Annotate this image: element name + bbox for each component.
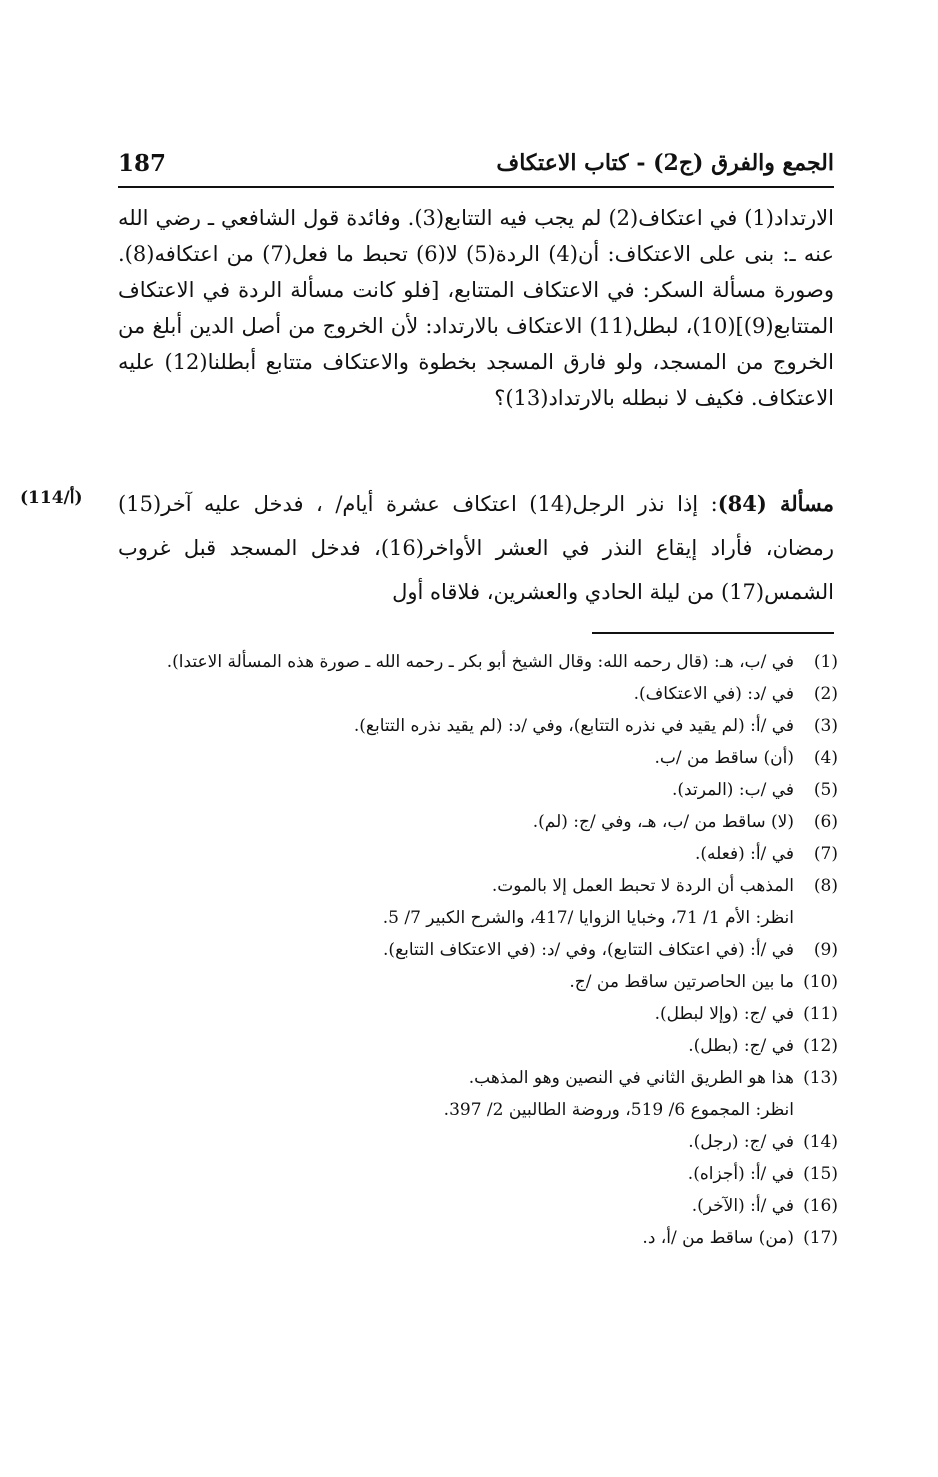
footnote-reference: انظر: الأم 1/ 71، وخبايا الزوايا /417، والشرح الكبير 7/ 5. — [382, 908, 794, 928]
footnote-1 — [118, 646, 838, 678]
page-number: 187 — [118, 150, 167, 177]
footnote-number: (4) — [813, 748, 838, 768]
issue-label: مسألة (84) — [717, 491, 834, 516]
footnote-9 — [118, 934, 838, 966]
footnote-6 — [118, 806, 838, 838]
footnote-text: في /ب، هـ: (قال رحمه الله: وقال الشيخ أبو بكر ـ رحمه الله ـ صورة هذه المسألة الاعتدا). — [166, 652, 794, 672]
issue-text: : إذا نذر الرجل(14) اعتكاف عشرة أيام/ ، فدخل عليه آخر(15) رمضان، فأراد إيقاع النذر في العشر الأواخر(16)، فدخل المسجد قبل غروب الشمس(17) من ليلة الحادي والعشرين، فلاقاه أول — [118, 492, 834, 604]
footnote-text: في /أ: (أجزاه). — [687, 1164, 794, 1184]
footnote-2 — [118, 678, 838, 710]
footnote-text: في /أ: (لم يقيد في نذره التتابع)، وفي /د: (لم يقيد نذره التتابع). — [353, 716, 794, 736]
footnote-text: المذهب أن الردة لا تحبط العمل إلا بالموت. — [491, 876, 794, 896]
footnote-number: (10) — [803, 972, 838, 992]
footnote-4 — [118, 742, 838, 774]
footnote-separator — [592, 632, 834, 634]
footnote-text: في /ج: (وإلا لبطل). — [654, 1004, 794, 1024]
footnote-number: (7) — [813, 844, 838, 864]
footnote-text: في /ب: (المرتد). — [672, 780, 794, 800]
footnote-text: (لا) ساقط من /ب، هـ، وفي /ج: (لم). — [532, 812, 794, 832]
footnote-number: (13) — [803, 1068, 838, 1088]
footnote-text: في /ج: (بطل). — [688, 1036, 794, 1056]
main-text — [118, 200, 834, 416]
footnote-13 — [118, 1062, 838, 1126]
footnote-number: (2) — [813, 684, 838, 704]
footnote-number: (8) — [813, 876, 838, 896]
footnote-3 — [118, 710, 838, 742]
footnote-5 — [118, 774, 838, 806]
footnote-text: في /ج: (رجل). — [688, 1132, 794, 1152]
footnote-11 — [118, 998, 838, 1030]
footnote-text: في /أ: (في اعتكاف التتابع)، وفي /د: (في الاعتكاف التتابع). — [383, 940, 794, 960]
header-rule — [118, 186, 834, 188]
footnote-12 — [118, 1030, 838, 1062]
footnote-text: (أن) ساقط من /ب. — [654, 748, 794, 768]
issue-84 — [20, 482, 834, 614]
footnote-number: (5) — [813, 780, 838, 800]
footnote-text: (من) ساقط من /أ، د. — [642, 1228, 794, 1248]
footnote-7 — [118, 838, 838, 870]
footnote-17 — [118, 1222, 838, 1254]
footnote-number: (14) — [803, 1132, 838, 1152]
footnote-number: (3) — [813, 716, 838, 736]
footnote-number: (11) — [803, 1004, 838, 1024]
margin-folio-ref: (114/أ) — [20, 488, 83, 508]
footnote-text: في /أ: (الآخر). — [691, 1196, 794, 1216]
footnote-16 — [118, 1190, 838, 1222]
footnote-10 — [118, 966, 838, 998]
footnote-number: (9) — [813, 940, 838, 960]
footnote-text: في /د: (في الاعتكاف). — [633, 684, 794, 704]
footnote-reference: انظر: المجموع 6/ 519، وروضة الطالبين 2/ 397. — [443, 1100, 794, 1120]
footnote-text: ما بين الحاصرتين ساقط من /ج. — [569, 972, 794, 992]
footnote-number: (15) — [803, 1164, 838, 1184]
footnote-8 — [118, 870, 838, 934]
page-header — [118, 146, 834, 186]
footnote-number: (12) — [803, 1036, 838, 1056]
issue-paragraph — [118, 482, 834, 614]
main-paragraph: الارتداد(1) في اعتكاف(2) لم يجب فيه التتابع(3). وفائدة قول الشافعي ـ رضي الله عنه ـ: بنى على الاعتكاف: أن(4) الردة(5) لا(6) تحبط ما فعل(7) من اعتكافه(8). وصورة مسألة السكر: في الاعتكاف المتتابع، [فلو كانت مسألة الردة في الاعتكاف المتتابع(9)](10)، لبطل(11) الاعتكاف بالارتداد: لأن الخروج من أصل الدين أبلغ من الخروج من المسجد، ولو فارق المسجد بخطوة والاعتكاف متتابع أبطلنا(12) عليه الاعتكاف. فكيف لا نبطله بالارتداد(13)؟ — [118, 206, 835, 410]
footnote-number: (1) — [813, 652, 838, 672]
footnote-number: (6) — [813, 812, 838, 832]
footnote-text: في /أ: (فعله). — [694, 844, 794, 864]
footnotes — [118, 646, 838, 1254]
footnote-number: (16) — [803, 1196, 838, 1216]
footnote-number: (17) — [803, 1228, 838, 1248]
footnote-14 — [118, 1126, 838, 1158]
footnote-text: هذا هو الطريق الثاني في النصين وهو المذهب. — [468, 1068, 794, 1088]
footnote-15 — [118, 1158, 838, 1190]
running-title: الجمع والفرق (ج2) - كتاب الاعتكاف — [496, 150, 834, 176]
